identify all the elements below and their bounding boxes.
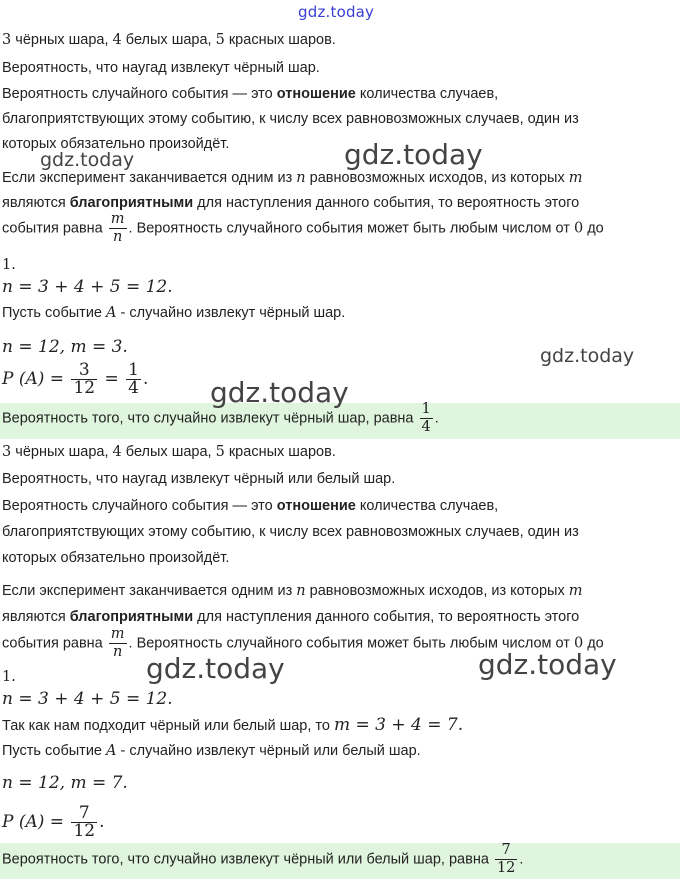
definition-line: которых обязательно произойдёт. xyxy=(2,136,230,152)
condition-line: Так как нам подходит чёрный или белый шар, то m = 3 + 4 = 7. xyxy=(2,715,464,735)
rule-line: являются благоприятными для наступления данного события, то вероятность этого xyxy=(2,609,580,625)
rule-line: Если эксперимент заканчивается одним из n равновозможных исходов, из которых m xyxy=(2,170,583,186)
rule-line: Если эксперимент заканчивается одним из n равновозможных исходов, из которых m xyxy=(2,583,583,599)
fraction: $\frac{3}{12}$ xyxy=(73,360,96,398)
fraction: $\frac{7}{12}$ xyxy=(496,842,516,876)
fraction: $\frac{m}{n}$ xyxy=(110,211,125,245)
event-line: Пусть событие A - случайно извлекут чёрный или белый шар. xyxy=(2,743,421,759)
definition-line: которых обязательно произойдёт. xyxy=(2,550,230,566)
question-line: Вероятность, что наугад извлекут чёрный шар. xyxy=(2,60,320,76)
event-line: Пусть событие A - случайно извлекут чёрный шар. xyxy=(2,305,346,321)
definition-line: благоприятствующих этому событию, к числу всех равновозможных случаев, один из xyxy=(2,111,579,127)
equation: n = 12, m = 7. xyxy=(2,773,128,793)
answer-line: Вероятность того, что случайно извлекут чёрный шар, равна $\frac{1}{4}$ . xyxy=(2,401,439,435)
rule-line: 1. xyxy=(2,257,16,273)
watermark: gdz.today xyxy=(40,149,135,171)
rule-line: события равна $\frac{m}{n}$ . Вероятность случайного события может быть любым числом от 0 до xyxy=(2,211,604,245)
definition-line: благоприятствующих этому событию, к числу всех равновозможных случаев, один из xyxy=(2,524,579,540)
equation: n = 3 + 4 + 5 = 12. xyxy=(2,277,173,297)
rule-line: 1. xyxy=(2,669,16,685)
probability-equation: P (A) = $\frac{7}{12}$ . xyxy=(2,803,105,841)
fraction: $\frac{1}{4}$ xyxy=(421,401,431,435)
rule-line: являются благоприятными для наступления данного события, то вероятность этого xyxy=(2,195,580,211)
definition-line: Вероятность случайного события — это отношение количества случаев, xyxy=(2,498,499,514)
watermark: gdz.today xyxy=(146,652,285,685)
given-line: 3 чёрных шара, 4 белых шара, 5 красных шаров. xyxy=(2,32,336,48)
watermark-top: gdz.today xyxy=(298,3,375,21)
given-line: 3 чёрных шара, 4 белых шара, 5 красных шаров. xyxy=(2,444,336,460)
fraction: $\frac{1}{4}$ xyxy=(128,360,139,398)
question-line: Вероятность, что наугад извлекут чёрный или белый шар. xyxy=(2,471,396,487)
definition-line: Вероятность случайного события — это отношение количества случаев, xyxy=(2,86,499,102)
equation: n = 12, m = 3. xyxy=(2,337,128,357)
watermark: gdz.today xyxy=(540,345,635,367)
answer-line: Вероятность того, что случайно извлекут чёрный или белый шар, равна $\frac{7}{12}$ . xyxy=(2,842,524,876)
watermark: gdz.today xyxy=(344,138,483,171)
equation: n = 3 + 4 + 5 = 12. xyxy=(2,689,173,709)
probability-equation: P (A) = $\frac{3}{12}$ = $\frac{1}{4}$ . xyxy=(2,360,149,398)
rule-line: события равна $\frac{m}{n}$ . Вероятность случайного события может быть любым числом от 0 до xyxy=(2,626,604,660)
fraction: $\frac{m}{n}$ xyxy=(110,626,125,660)
watermark: gdz.today xyxy=(210,376,349,409)
watermark: gdz.today xyxy=(478,648,617,681)
fraction: $\frac{7}{12}$ xyxy=(73,803,96,841)
